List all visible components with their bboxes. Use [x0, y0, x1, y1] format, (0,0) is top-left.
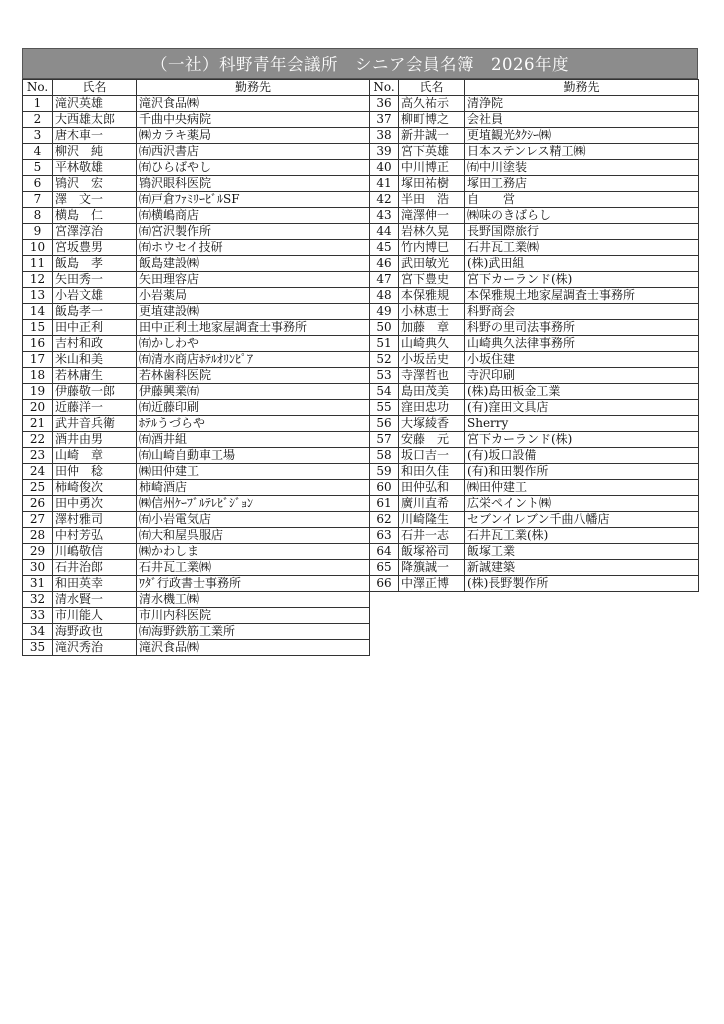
member-table-left [22, 79, 370, 656]
table-row [370, 512, 699, 528]
table-row [370, 432, 699, 448]
table-row [370, 336, 699, 352]
member-no: 66 [370, 576, 399, 592]
table-row [23, 416, 370, 432]
member-name: 川崎隆生 [399, 512, 465, 528]
table-header-row [370, 80, 699, 96]
member-no: 11 [23, 256, 53, 272]
member-no: 34 [23, 624, 53, 640]
member-name: 石井一志 [399, 528, 465, 544]
member-workplace: 滝沢食品㈱ [137, 640, 370, 656]
member-workplace: ㈱味のきばらし [465, 208, 699, 224]
member-workplace: 更埴観光ﾀｸｼｰ㈱ [465, 128, 699, 144]
member-no: 1 [23, 96, 53, 112]
member-no: 31 [23, 576, 53, 592]
table-row [370, 112, 699, 128]
member-workplace: 柿崎酒店 [137, 480, 370, 496]
member-name: 平林敬雄 [53, 160, 137, 176]
member-workplace: ㈲近藤印刷 [137, 400, 370, 416]
member-workplace: (有)窪田文具店 [465, 400, 699, 416]
member-workplace: 清水機工㈱ [137, 592, 370, 608]
member-workplace: ㈲宮沢製作所 [137, 224, 370, 240]
member-workplace: 伊藤興業㈲ [137, 384, 370, 400]
member-no: 6 [23, 176, 53, 192]
member-workplace: ㈲戸倉ﾌｧﾐﾘｰﾋﾞﾙSF [137, 192, 370, 208]
member-workplace: (有)坂口設備 [465, 448, 699, 464]
table-row [23, 304, 370, 320]
member-name: 小林恵士 [399, 304, 465, 320]
member-name: 田仲 稔 [53, 464, 137, 480]
member-no: 14 [23, 304, 53, 320]
table-row [23, 176, 370, 192]
member-workplace: 小坂住建 [465, 352, 699, 368]
member-no: 30 [23, 560, 53, 576]
member-name: 飯島 孝 [53, 256, 137, 272]
table-row [23, 544, 370, 560]
member-workplace: ㈲横嶋商店 [137, 208, 370, 224]
member-no: 65 [370, 560, 399, 576]
member-name: 宮下英雄 [399, 144, 465, 160]
header-name: 氏名 [399, 80, 465, 96]
table-row [370, 352, 699, 368]
member-no: 12 [23, 272, 53, 288]
table-row [23, 192, 370, 208]
member-workplace: ㈱かわしま [137, 544, 370, 560]
table-row [370, 320, 699, 336]
member-workplace: ㈲大和屋呉服店 [137, 528, 370, 544]
member-workplace: 広栄ペイント㈱ [465, 496, 699, 512]
table-row [23, 496, 370, 512]
member-no: 29 [23, 544, 53, 560]
member-workplace: 清浄院 [465, 96, 699, 112]
member-workplace: 塚田工務店 [465, 176, 699, 192]
member-no: 20 [23, 400, 53, 416]
member-no: 16 [23, 336, 53, 352]
table-row [370, 560, 699, 576]
table-row [370, 464, 699, 480]
table-row [23, 432, 370, 448]
member-workplace: 鴇沢眼科医院 [137, 176, 370, 192]
member-workplace: 自 営 [465, 192, 699, 208]
member-name: 山崎典久 [399, 336, 465, 352]
member-no: 18 [23, 368, 53, 384]
member-no: 45 [370, 240, 399, 256]
member-workplace: (有)和田製作所 [465, 464, 699, 480]
member-name: 中村芳弘 [53, 528, 137, 544]
member-no: 43 [370, 208, 399, 224]
member-workplace: 千曲中央病院 [137, 112, 370, 128]
table-row [23, 592, 370, 608]
member-name: 唐木車一 [53, 128, 137, 144]
member-workplace: 飯島建設㈱ [137, 256, 370, 272]
table-row [370, 528, 699, 544]
member-no: 19 [23, 384, 53, 400]
member-workplace: ㈲海野鉄筋工業所 [137, 624, 370, 640]
table-row [23, 624, 370, 640]
table-row [370, 400, 699, 416]
member-no: 7 [23, 192, 53, 208]
member-no: 2 [23, 112, 53, 128]
table-row [370, 272, 699, 288]
member-name: 川嶋敬信 [53, 544, 137, 560]
member-no: 56 [370, 416, 399, 432]
member-workplace: 小岩薬局 [137, 288, 370, 304]
member-workplace: 矢田理容店 [137, 272, 370, 288]
member-no: 42 [370, 192, 399, 208]
table-row [23, 240, 370, 256]
table-row [23, 256, 370, 272]
member-name: 岩林久晃 [399, 224, 465, 240]
member-name: 島田茂美 [399, 384, 465, 400]
member-workplace: 本保雅規土地家屋調査士事務所 [465, 288, 699, 304]
member-no: 10 [23, 240, 53, 256]
header-no: No. [370, 80, 399, 96]
member-no: 5 [23, 160, 53, 176]
member-no: 27 [23, 512, 53, 528]
member-no: 32 [23, 592, 53, 608]
member-name: 滝沢秀治 [53, 640, 137, 656]
table-row [370, 576, 699, 592]
member-no: 61 [370, 496, 399, 512]
member-workplace: ﾜﾀﾞ行政書士事務所 [137, 576, 370, 592]
table-row [370, 176, 699, 192]
member-name: 鴇沢 宏 [53, 176, 137, 192]
member-workplace: 若林歯科医院 [137, 368, 370, 384]
member-name: 近藤洋一 [53, 400, 137, 416]
member-workplace: 科野商会 [465, 304, 699, 320]
member-workplace: 石井瓦工業㈱ [465, 240, 699, 256]
member-name: 和田英幸 [53, 576, 137, 592]
table-row [23, 480, 370, 496]
table-row [23, 448, 370, 464]
member-workplace: 市川内科医院 [137, 608, 370, 624]
member-workplace: 長野国際旅行 [465, 224, 699, 240]
member-no: 63 [370, 528, 399, 544]
member-workplace: ㈲西沢書店 [137, 144, 370, 160]
table-row [23, 384, 370, 400]
member-no: 37 [370, 112, 399, 128]
member-no: 47 [370, 272, 399, 288]
header-name: 氏名 [53, 80, 137, 96]
header-no: No. [23, 80, 53, 96]
member-no: 39 [370, 144, 399, 160]
member-no: 22 [23, 432, 53, 448]
member-name: 飯島孝一 [53, 304, 137, 320]
table-row [23, 272, 370, 288]
table-row [23, 144, 370, 160]
table-row [370, 208, 699, 224]
member-name: 田中正利 [53, 320, 137, 336]
member-name: 横島 仁 [53, 208, 137, 224]
table-row [370, 96, 699, 112]
table-row [370, 144, 699, 160]
member-name: 窪田忠功 [399, 400, 465, 416]
table-row [370, 448, 699, 464]
member-no: 41 [370, 176, 399, 192]
header-workplace: 勤務先 [137, 80, 370, 96]
member-name: 武田敏光 [399, 256, 465, 272]
member-name: 米山和美 [53, 352, 137, 368]
table-row [23, 640, 370, 656]
member-name: 伊藤敬一郎 [53, 384, 137, 400]
member-name: 宮下豊史 [399, 272, 465, 288]
table-row [23, 160, 370, 176]
member-name: 和田久佳 [399, 464, 465, 480]
member-name: 滝沢英雄 [53, 96, 137, 112]
member-workplace: ㈱信州ｹｰﾌﾞﾙﾃﾚﾋﾞｼﾞｮﾝ [137, 496, 370, 512]
member-no: 15 [23, 320, 53, 336]
member-name: 本保雅規 [399, 288, 465, 304]
member-name: 武井音兵衛 [53, 416, 137, 432]
member-name: 坂口吉一 [399, 448, 465, 464]
member-name: 清水賢一 [53, 592, 137, 608]
member-name: 中川博正 [399, 160, 465, 176]
member-no: 44 [370, 224, 399, 240]
member-name: 滝澤伸一 [399, 208, 465, 224]
member-no: 38 [370, 128, 399, 144]
member-no: 33 [23, 608, 53, 624]
member-name: 澤 文一 [53, 192, 137, 208]
member-workplace: (株)長野製作所 [465, 576, 699, 592]
table-row [370, 240, 699, 256]
table-row [23, 464, 370, 480]
table-row [23, 528, 370, 544]
member-name: 田中勇次 [53, 496, 137, 512]
member-no: 52 [370, 352, 399, 368]
member-name: 大西雄太郎 [53, 112, 137, 128]
table-row [370, 384, 699, 400]
member-workplace: ㈲山崎自動車工場 [137, 448, 370, 464]
member-workplace: ㈲清水商店ﾎﾃﾙｵﾘﾝﾋﾟｱ [137, 352, 370, 368]
table-row [23, 96, 370, 112]
member-name: 小岩文雄 [53, 288, 137, 304]
member-workplace: 宮下カーランド(株) [465, 272, 699, 288]
member-name: 矢田秀一 [53, 272, 137, 288]
member-workplace: (株)島田板金工業 [465, 384, 699, 400]
member-name: 新井誠一 [399, 128, 465, 144]
member-no: 60 [370, 480, 399, 496]
member-no: 26 [23, 496, 53, 512]
member-workplace: 更埴建設㈱ [137, 304, 370, 320]
table-header-row [23, 80, 370, 96]
member-name: 飯塚裕司 [399, 544, 465, 560]
member-name: 柳町博之 [399, 112, 465, 128]
member-workplace: ㈲中川塗装 [465, 160, 699, 176]
member-no: 8 [23, 208, 53, 224]
table-row [23, 352, 370, 368]
member-no: 62 [370, 512, 399, 528]
member-workplace: 石井瓦工業(株) [465, 528, 699, 544]
table-row [370, 160, 699, 176]
member-name: 高久祐示 [399, 96, 465, 112]
member-name: 半田 浩 [399, 192, 465, 208]
member-workplace: 宮下カーランド(株) [465, 432, 699, 448]
table-row [23, 208, 370, 224]
table-row [23, 336, 370, 352]
table-row [370, 256, 699, 272]
member-name: 澤村雅司 [53, 512, 137, 528]
member-name: 塚田祐樹 [399, 176, 465, 192]
table-row [370, 544, 699, 560]
member-no: 50 [370, 320, 399, 336]
table-row [370, 480, 699, 496]
member-workplace: ㈱田仲建工 [465, 480, 699, 496]
member-no: 48 [370, 288, 399, 304]
member-name: 宮澤淳治 [53, 224, 137, 240]
table-row [23, 320, 370, 336]
member-no: 49 [370, 304, 399, 320]
member-workplace: ㈱カラキ薬局 [137, 128, 370, 144]
member-no: 55 [370, 400, 399, 416]
member-name: 加藤 章 [399, 320, 465, 336]
member-table-right [369, 79, 699, 592]
member-no: 36 [370, 96, 399, 112]
member-no: 54 [370, 384, 399, 400]
member-name: 中澤正博 [399, 576, 465, 592]
table-row [370, 416, 699, 432]
table-row [370, 496, 699, 512]
member-name: 宮坂豊男 [53, 240, 137, 256]
member-name: 市川能人 [53, 608, 137, 624]
member-no: 25 [23, 480, 53, 496]
member-workplace: 田中正利土地家屋調査士事務所 [137, 320, 370, 336]
member-no: 24 [23, 464, 53, 480]
member-workplace: 科野の里司法事務所 [465, 320, 699, 336]
page-title: （一社）科野青年会議所 シニア会員名簿 2026年度 [22, 48, 698, 79]
member-name: 石井治郎 [53, 560, 137, 576]
table-row [370, 192, 699, 208]
table-row [23, 112, 370, 128]
table-row [23, 512, 370, 528]
member-name: 降籏誠一 [399, 560, 465, 576]
table-row [370, 368, 699, 384]
member-no: 40 [370, 160, 399, 176]
member-name: 田仲弘和 [399, 480, 465, 496]
member-workplace: ㈱田仲建工 [137, 464, 370, 480]
member-no: 13 [23, 288, 53, 304]
member-no: 58 [370, 448, 399, 464]
table-row [23, 608, 370, 624]
member-name: 廣川直希 [399, 496, 465, 512]
member-name: 酒井由男 [53, 432, 137, 448]
member-workplace: ㈲ひらばやし [137, 160, 370, 176]
member-workplace: 滝沢食品㈱ [137, 96, 370, 112]
member-name: 大塚綾香 [399, 416, 465, 432]
table-row [23, 128, 370, 144]
member-workplace: セブンイレブン千曲八幡店 [465, 512, 699, 528]
member-workplace: 飯塚工業 [465, 544, 699, 560]
member-name: 山崎 章 [53, 448, 137, 464]
member-workplace: ㈲ホウセイ技研 [137, 240, 370, 256]
member-workplace: 会社員 [465, 112, 699, 128]
member-workplace: ㈲かしわや [137, 336, 370, 352]
table-row [23, 576, 370, 592]
member-name: 寺澤哲也 [399, 368, 465, 384]
member-no: 57 [370, 432, 399, 448]
member-name: 小坂岳史 [399, 352, 465, 368]
member-workplace: Sherry [465, 416, 699, 432]
member-workplace: ㈲酒井組 [137, 432, 370, 448]
table-row [370, 128, 699, 144]
table-row [370, 224, 699, 240]
table-row [23, 368, 370, 384]
table-row [23, 560, 370, 576]
member-name: 海野政也 [53, 624, 137, 640]
member-workplace: 山崎典久法律事務所 [465, 336, 699, 352]
member-no: 46 [370, 256, 399, 272]
header-workplace: 勤務先 [465, 80, 699, 96]
member-workplace: 日本ステンレス精工㈱ [465, 144, 699, 160]
table-row [23, 224, 370, 240]
table-row [370, 288, 699, 304]
member-name: 竹内博巳 [399, 240, 465, 256]
member-name: 柳沢 純 [53, 144, 137, 160]
member-workplace: 寺沢印刷 [465, 368, 699, 384]
member-no: 4 [23, 144, 53, 160]
member-no: 51 [370, 336, 399, 352]
table-row [370, 304, 699, 320]
member-no: 35 [23, 640, 53, 656]
member-workplace: (株)武田組 [465, 256, 699, 272]
member-no: 3 [23, 128, 53, 144]
member-workplace: ㈲小岩電気店 [137, 512, 370, 528]
member-workplace: 石井瓦工業㈱ [137, 560, 370, 576]
member-name: 安藤 元 [399, 432, 465, 448]
member-no: 23 [23, 448, 53, 464]
member-no: 59 [370, 464, 399, 480]
table-row [23, 288, 370, 304]
member-no: 28 [23, 528, 53, 544]
member-name: 若林庸生 [53, 368, 137, 384]
member-name: 吉村和政 [53, 336, 137, 352]
member-workplace: 新誠建築 [465, 560, 699, 576]
member-no: 17 [23, 352, 53, 368]
member-no: 64 [370, 544, 399, 560]
table-row [23, 400, 370, 416]
member-no: 9 [23, 224, 53, 240]
member-no: 21 [23, 416, 53, 432]
member-workplace: ﾎﾃﾙうづらや [137, 416, 370, 432]
member-no: 53 [370, 368, 399, 384]
member-name: 柿崎俊次 [53, 480, 137, 496]
